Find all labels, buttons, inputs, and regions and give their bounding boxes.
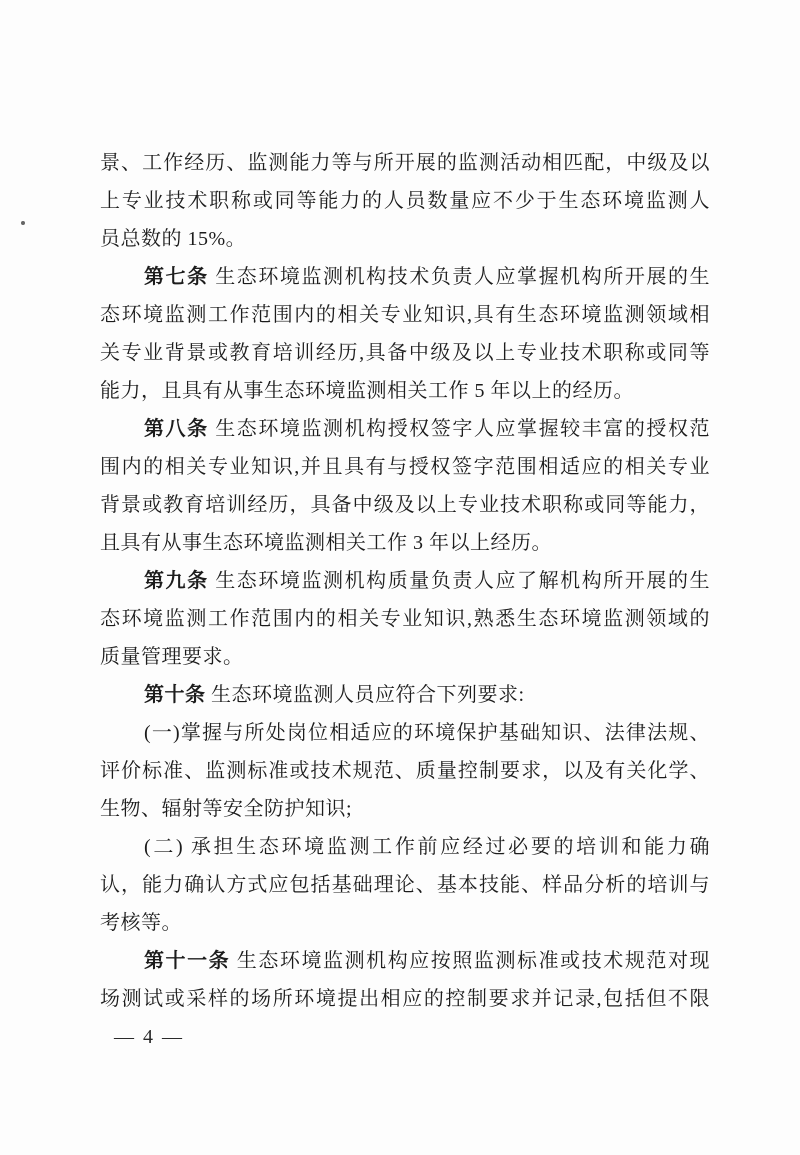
- text-line: [100, 980, 710, 1018]
- line-text: 上专业技术职称或同等能力的人员数量应不少于生态环境监测人: [100, 190, 710, 212]
- line-text: 态环境监测工作范围内的相关专业知识,具有生态环境监测领域相: [100, 304, 710, 326]
- text-line: [100, 562, 710, 600]
- text-line: [100, 220, 710, 258]
- line-text: 生物、辐射等安全防护知识;: [100, 798, 353, 820]
- text-line: [100, 790, 710, 828]
- text-line: [100, 942, 710, 980]
- line-text: 生态环境监测机构应按照监测标准或技术规范对现: [230, 950, 711, 972]
- text-line: [100, 638, 710, 676]
- text-line: [100, 334, 710, 372]
- scan-speck: [21, 221, 25, 225]
- line-text: 生态环境监测人员应符合下列要求:: [205, 684, 525, 706]
- text-line: [100, 410, 710, 448]
- line-text: 员总数的 15%。: [100, 228, 247, 250]
- line-text: 且具有从事生态环境监测相关工作 3 年以上经历。: [100, 532, 552, 554]
- line-text: 场测试或采样的场所环境提出相应的控制要求并记录,包括但不限: [100, 988, 710, 1010]
- line-text: 认，能力确认方式应包括基础理论、基本技能、样品分析的培训与: [100, 874, 710, 896]
- text-line: [100, 372, 710, 410]
- line-text: 质量管理要求。: [100, 646, 244, 668]
- text-line: [100, 486, 710, 524]
- line-text: 关专业背景或教育培训经历,具备中级及以上专业技术职称或同等: [100, 342, 710, 364]
- text-line: [100, 866, 710, 904]
- line-text: 生态环境监测机构授权签字人应掌握较丰富的授权范: [208, 418, 711, 440]
- text-line: [100, 904, 710, 942]
- text-line: [100, 144, 710, 182]
- text-line: [100, 714, 710, 752]
- line-text: 围内的相关专业知识,并且具有与授权签字范围相适应的相关专业: [100, 456, 710, 478]
- text-line: [100, 296, 710, 334]
- line-text: 评价标准、监测标准或技术规范、质量控制要求，以及有关化学、: [100, 760, 710, 782]
- line-text: 景、工作经历、监测能力等与所开展的监测活动相匹配，中级及以: [100, 152, 710, 174]
- article-number: 第七条: [144, 266, 209, 288]
- line-text: 能力，且具有从事生态环境监测相关工作 5 年以上的经历。: [100, 380, 634, 402]
- line-text: 背景或教育培训经历，具备中级及以上专业技术职称或同等能力，: [100, 494, 710, 516]
- text-line: [100, 524, 710, 562]
- article-number: 第十一条: [144, 950, 231, 972]
- line-text: (一)掌握与所处岗位相适应的环境保护基础知识、法律法规、: [144, 722, 710, 744]
- article-number: 第九条: [144, 570, 209, 592]
- page-number: — 4 —: [114, 1026, 184, 1048]
- line-text: 考核等。: [100, 912, 182, 934]
- line-text: 生态环境监测机构技术负责人应掌握机构所开展的生: [208, 266, 711, 288]
- article-number: 第八条: [144, 418, 209, 440]
- text-line: [100, 600, 710, 638]
- line-text: 生态环境监测机构质量负责人应了解机构所开展的生: [208, 570, 711, 592]
- text-line: [100, 258, 710, 296]
- text-line: [100, 448, 710, 486]
- text-line: [100, 182, 710, 220]
- text-line: [100, 828, 710, 866]
- line-text: (二) 承担生态环境监测工作前应经过必要的培训和能力确: [144, 836, 710, 858]
- line-text: 态环境监测工作范围内的相关专业知识,熟悉生态环境监测领域的: [100, 608, 710, 630]
- article-number: 第十条: [144, 684, 206, 706]
- document-body: [100, 144, 710, 1018]
- text-line: [100, 752, 710, 790]
- text-line: [100, 676, 710, 714]
